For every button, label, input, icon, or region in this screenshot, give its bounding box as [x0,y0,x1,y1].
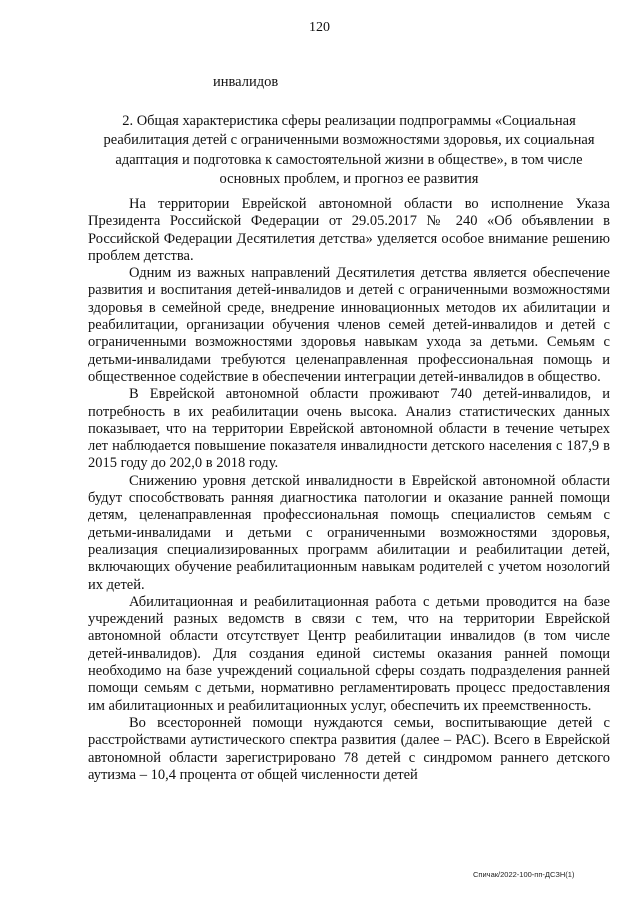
continued-text-fragment: инвалидов [213,74,279,90]
page-number: 120 [309,20,330,35]
paragraph: Снижению уровня детской инвалидности в Еврейской автономной области будут способствовать ранняя диагностика патологии и оказание ранней помощи детям, целенаправленная профессиональная помощь специалистов семьям с детьми-инвалидами и детьми с ограниченными возможностями здоровья, реализация специализированных программ абилитации и реабилитации детей, включающих обучение реабилитационным навыкам родителей с учетом нозологий их детей. [88,472,610,593]
paragraph: Абилитационная и реабилитационная работа с детьми проводится на базе учреждений разных ведомств в связи с тем, что на территории Еврейской автономной области отсутствует Центр реабилитации инвалидов (в том числе детей-инвалидов). Для создания единой системы оказания ранней помощи необходимо на базе учреждений социальной сферы создать подразделения ранней помощи семьям с детьми, нормативно регламентировать процесс предоставления им абилитационных и реабилитационных услуг, обеспечить их преемственность. [88,593,610,714]
document-body [88,196,610,784]
paragraph: В Еврейской автономной области проживают 740 детей-инвалидов, и потребность в их реабилитации очень высока. Анализ статистических данных показывает, что на территории Еврейской автономной области в течение четырех лет наблюдается повышение показателя инвалидности детского населения с 187,9 в 2015 году до 202,0 в 2018 году. [88,386,610,472]
paragraph: Одним из важных направлений Десятилетия детства является обеспечение развития и воспитания детей-инвалидов и детей с ограниченными возможностями здоровья в семейной среде, внедрение инновационных методов их абилитации и реабилитации, организации обучения членов семей детей-инвалидов и детей с ограниченными возможностями здоровья навыкам ухода за детьми. Семьям с детьми-инвалидами требуются целенаправленная профессиональная помощь и общественное содействие в обеспечении интеграции детей-инвалидов в общество. [88,265,610,385]
section-heading: 2. Общая характеристика сферы реализации подпрограммы «Социальная реабилитация детей с ограниченными возможностями здоровья, их социальная адаптация и подготовка к самостоятельной жизни в обществе», в том числе основных проблем, и прогноз ее развития [103,113,595,187]
paragraph: Во всесторонней помощи нуждаются семьи, воспитывающие детей с расстройствами аутистического спектра развития (далее – РАС). Всего в Еврейской автономной области зарегистрировано 78 детей с синдромом раннего детского аутизма – 10,4 процента от общей численности детей [88,714,610,783]
document-footer-code: Спичак/2022-100-пп-ДСЗН(1) [473,870,575,879]
paragraph: На территории Еврейской автономной области во исполнение Указа Президента Российской Федерации от 29.05.2017 № 240 «Об объявлении в Российской Федерации Десятилетия детства» уделяется особое внимание решению проблем детства. [88,196,610,264]
